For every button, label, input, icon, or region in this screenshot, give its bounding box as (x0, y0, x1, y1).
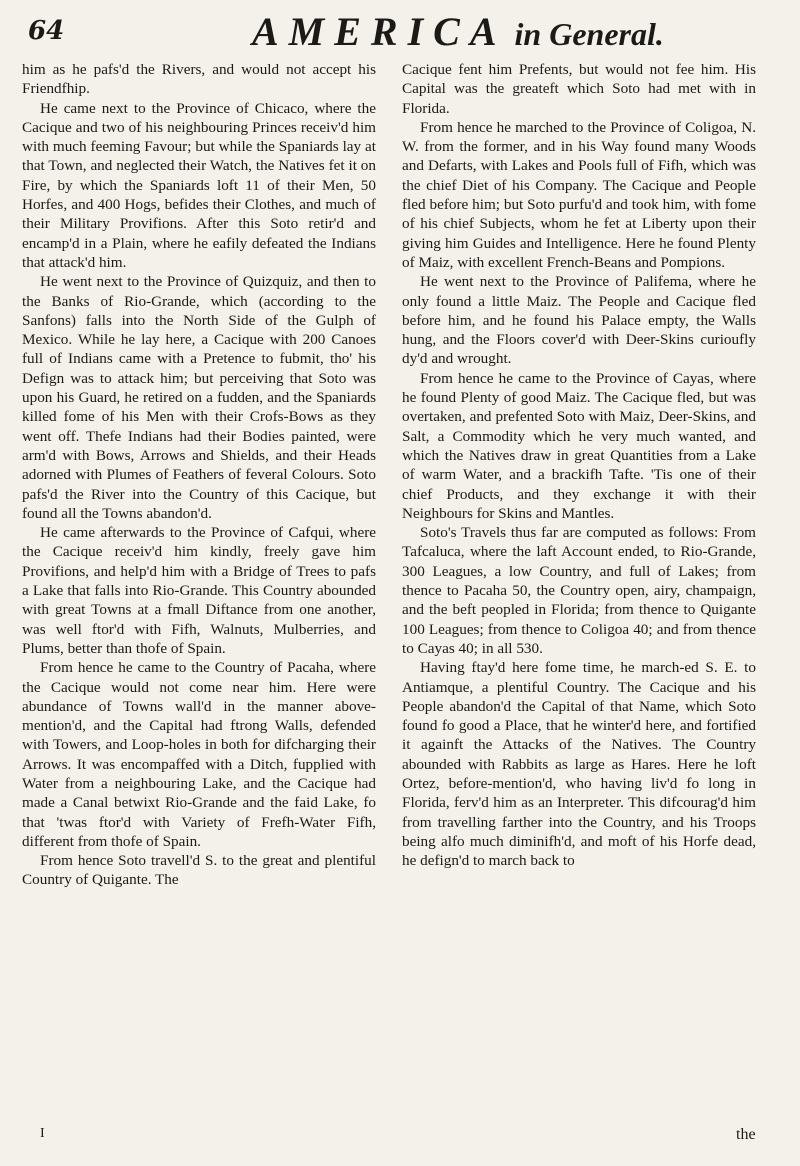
paragraph: He came next to the Province of Chicaco, where the Cacique and two of his neighbouring Princes receiv'd him with much feeming Favour; but while the Spaniards lay at that Town, and neglected their Watch, the Natives fet it on Fire, by which the Spaniards loft 11 of their Men, 50 Horfes, and 400 Hogs, befides their Clothes, and much of their Military Provifions. After this Soto retir'd and encamp'd in a Plain, where he eafily defeated the Indians that attack'd him. (22, 99, 376, 271)
paragraph: him as he pafs'd the Rivers, and would not accept his Friendfhip. (22, 61, 376, 98)
paragraph: Having ftay'd here fome time, he march-ed S. E. to Antiamque, a plentiful Country. The Cacique and his People abandon'd the Capital of that Name, which Soto found fo good a Place, that he winter'd here, and fortified it againft the Attacks of the Natives. The Country abounded with Rabbits as large as Hares. Here he loft Ortez, before-mention'd, who having liv'd fo long in Florida, ferv'd him as an Interpreter. This difcourag'd him from travelling farther into the Country, and his Troops being alfo much diminifh'd, and moft of his Horfe dead, he defign'd to march back to (402, 659, 756, 870)
running-head-sub: in General. (514, 16, 664, 52)
paragraph: From hence Soto travell'd S. to the great and plentiful Country of Quigante. The (22, 852, 376, 889)
running-head-main: AMERICA (252, 9, 507, 54)
right-column (402, 60, 756, 870)
page-number: 64 (28, 16, 65, 46)
paragraph: He went next to the Province of Palifema, where he only found a little Maiz. The People and Cacique fled before him, and he found his Palace empty, the Walls hung, and the Floors cover'd with Deer-Skins curioufly dy'd and wrought. (402, 273, 756, 368)
paragraph: Cacique fent him Prefents, but would not fee him. His Capital was the greateft which Soto had met with in Florida. (402, 61, 756, 117)
left-column (22, 60, 376, 890)
paragraph: He came afterwards to the Province of Cafqui, where the Cacique receiv'd him kindly, freely gave him Provifions, and help'd him with a Bridge of Trees to pafs a Lake that falls into Rio-Grande. This Country abounded with great Towns at a fmall Diftance from one another, was well ftor'd with Fifh, Walnuts, Mulberries, and Plums, better than thofe of Spain. (22, 524, 376, 657)
running-head (252, 8, 664, 55)
paragraph: From hence he marched to the Province of Coligoa, N. W. from the former, and in his Way found many Woods and Defarts, with Lakes and Pools full of Fifh, which was the chief Diet of his Company. The Cacique and People fled before him; but Soto purfu'd and took him, with fome of his chief Subjects, whom he fet at Liberty upon their giving him Guides and Intelligence. Here he found Plenty of Maiz, with excellent French-Beans and Pompions. (402, 118, 756, 271)
paragraph: He went next to the Province of Quizquiz, and then to the Banks of Rio-Grande, which (according to the Sanfons) falls into the North Side of the Gulph of Mexico. While he lay here, a Cacique with 200 Canoes full of Indians came with a Pretence to fubmit, tho' his Defign was to attack him; but perceiving that Soto was upon his Guard, he retired on a fudden, and the Spaniards killed fome of his Men with their Crofs-Bows as they went off. Thefe Indians had their Bodies painted, were arm'd with Bows, Arrows and Shields, and their Heads adorned with Plumes of Feathers of feveral Colours. Soto pafs'd the River into the Country of this Cacique, but found all the Towns abandon'd. (22, 273, 376, 522)
paragraph: From hence he came to the Province of Cayas, where he found Plenty of good Maiz. The Cacique fled, but was overtaken, and prefented Soto with Maiz, Deer-Skins, and Salt, a Commodity which he very much wanted, and which the Natives draw in great Quantities from a Lake of warm Water, and a brackifh Tafte. 'Tis one of their chief Products, and they exchange it with their Neighbours for Skins and Mantles. (402, 369, 756, 522)
signature-mark: I (40, 1126, 45, 1141)
paragraph: From hence he came to the Country of Pacaha, where the Cacique would not come near him. Here were abundance of Towns wall'd in the manner above-mention'd, and the Capital had ftrong Walls, defended with Towers, and Loop-holes in both for difcharging their Arrows. It was encompaffed with a Ditch, fupplied with Water from a neighbouring Lake, and the Cacique had made a Canal betwixt Rio-Grande and the faid Lake, fo that 'twas ftor'd with Variety of Frefh-Water Fifh, different from thofe of Spain. (22, 659, 376, 850)
catchword: the (736, 1126, 756, 1143)
paragraph: Soto's Travels thus far are computed as follows: From Tafcaluca, where the laft Account ended, to Rio-Grande, 300 Leagues, a low Country, and full of Lakes; from thence to Pacaha 50, the Country open, airy, champaign, and the beft peopled in Florida; from thence to Quigante 100 Leagues; from thence to Coligoa 40; and from thence to Cayas 40; in all 530. (402, 524, 756, 657)
page-header (0, 6, 800, 58)
